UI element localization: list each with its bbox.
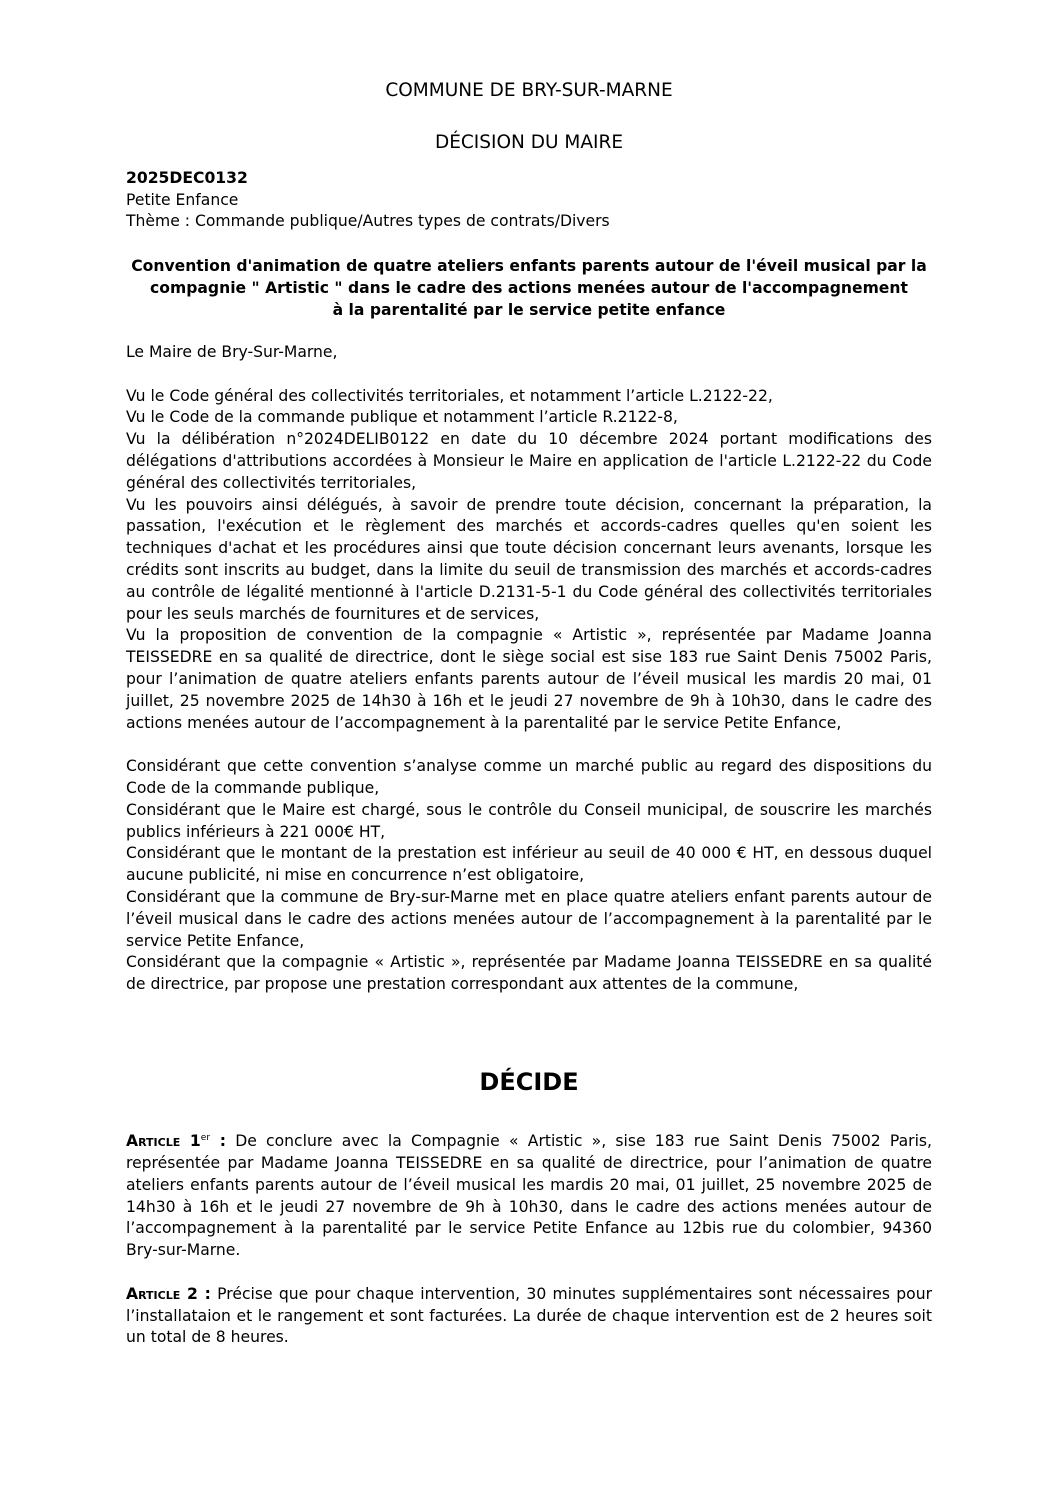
decision-service: Petite Enfance xyxy=(126,190,239,209)
decision-body xyxy=(126,342,932,996)
subject-line: compagnie " Artistic " dans le cadre des actions menées autour de l'accompagnement xyxy=(150,279,908,297)
subject-line: à la parentalité par le service petite enfance xyxy=(332,301,726,319)
commune-heading: COMMUNE DE BRY-SUR-MARNE xyxy=(385,80,673,101)
considerant-paragraph: Considérant que la compagnie « Artistic », représentée par Madame Joanna TEISSEDRE en sa qualité de directrice, par propose une prestation correspondant aux attentes de la commune, xyxy=(126,953,932,994)
vu-paragraph: Vu la proposition de convention de la compagnie « Artistic », représentée par Madame Joanna TEISSEDRE en sa qualité de directrice, dont le siège social est sise 183 rue Saint Denis 75002 Paris, pour l’animation de quatre ateliers enfants parents autour de l’éveil musical les mardis 20 mai, 01 juillet, 25 novembre 2025 de 14h30 à 16h et le jeudi 27 novembre de 9h à 10h30, dans le cadre des actions menées autour de l’accompagnement à la parentalité par le service Petite Enfance, xyxy=(126,626,932,732)
decision-subject xyxy=(126,255,932,321)
opening-line: Le Maire de Bry-Sur-Marne, xyxy=(126,343,338,361)
decision-title: DÉCISION DU MAIRE xyxy=(434,132,624,153)
article-paragraph xyxy=(126,1128,932,1262)
article-colon: : xyxy=(210,1132,226,1151)
decide-heading: DÉCIDE xyxy=(479,1068,579,1096)
decision-meta xyxy=(126,168,936,233)
article-label: Article 1 xyxy=(126,1132,201,1151)
considerant-paragraph: Considérant que le montant de la prestation est inférieur au seuil de 40 000 € HT, en dessous duquel aucune publicité, ni mise en concurrence n’est obligatoire, xyxy=(126,844,932,885)
decision-reference: 2025DEC0132 xyxy=(126,169,248,187)
article-label: Article 2 : xyxy=(126,1284,211,1303)
considerant-paragraph: Considérant que le Maire est chargé, sous le contrôle du Conseil municipal, de souscrire les marchés publics inférieurs à 221 000€ HT, xyxy=(126,800,932,841)
articles-section xyxy=(126,1128,932,1349)
decision-theme: Thème : Commande publique/Autres types de contrats/Divers xyxy=(126,212,610,230)
considerant-paragraph: Considérant que la commune de Bry-sur-Marne met en place quatre ateliers enfant parents autour de l’éveil musical dans le cadre des actions menées autour de l’accompagnement à la parentalité par le service Petite Enfance, xyxy=(126,887,932,950)
vu-paragraph: Vu la délibération n°2024DELIB0122 en date du 10 décembre 2024 portant modifications des délégations d'attributions accordées à Monsieur le Maire en application de l'article L.2122-22 du Code général des collectivités territoriales, xyxy=(126,430,932,492)
article-text: Précise que pour chaque intervention, 30 minutes supplémentaires sont nécessaires pour l’installataion et le rangement et sont facturées. La durée de chaque intervention est de 2 heures soit un total de 8 heures. xyxy=(126,1284,932,1347)
article-text: De conclure avec la Compagnie « Artistic », sise 183 rue Saint Denis 75002 Paris, représentée par Madame Joanna TEISSEDRE en sa qualité de directrice, pour l’animation de quatre ateliers enfants parents autour de l’éveil musical les mardis 20 mai, 01 juillet, 25 novembre 2025 de 14h30 à 16h et le jeudi 27 novembre de 9h à 10h30, dans le cadre des actions menées autour de l’accompagnement à la parentalité par le service Petite Enfance au 12bis rue du colombier, 94360 Bry-sur-Marne. xyxy=(126,1132,932,1260)
vu-paragraph: Vu le Code de la commande publique et notamment l’article R.2122-8, xyxy=(126,408,678,427)
vu-paragraph: Vu les pouvoirs ainsi délégués, à savoir de prendre toute décision, concernant la préparation, la passation, l'exécution et le règlement des marchés et accords-cadres quelles qu'en soient les techniques d'achat et les procédures ainsi que toute décision concernant leurs avenants, lorsque les crédits sont inscrits au budget, dans la limite du seuil de transmission des marchés et accords-cadres au contrôle de légalité mentionné à l'article D.2131-5-1 du Code général des collectivités territoriales pour les seuls marchés de fournitures et de services, xyxy=(126,495,932,623)
vu-paragraph: Vu le Code général des collectivités territoriales, et notamment l’article L.2122-22, xyxy=(126,386,773,405)
article-paragraph xyxy=(126,1284,932,1349)
article-superscript: er xyxy=(200,1133,211,1143)
subject-line: Convention d'animation de quatre ateliers enfants parents autour de l'éveil musical par la xyxy=(131,257,927,275)
considerant-paragraph: Considérant que cette convention s’analyse comme un marché public au regard des dispositions du Code de la commande publique, xyxy=(126,757,932,797)
